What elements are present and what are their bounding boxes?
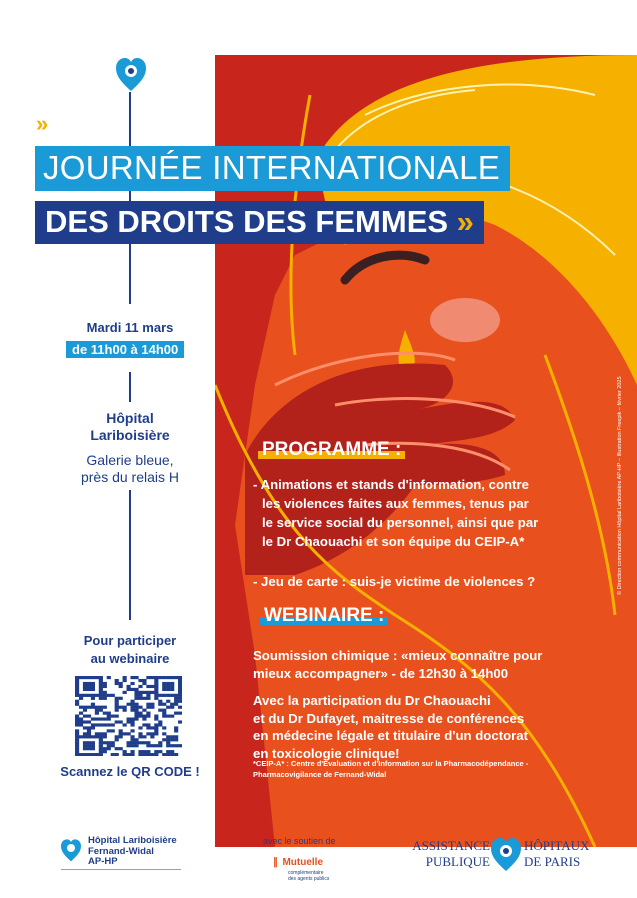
webinar-access-line-2: au webinaire — [90, 651, 170, 666]
webinaire-paragraph-2 — [253, 692, 608, 762]
aphp-right-line-2: DE PARIS — [524, 854, 581, 869]
webinaire-p2-line: en médecine légale et titulaire d'un doctorat — [253, 728, 529, 743]
webinaire-p2-line: en toxicologie clinique! — [253, 745, 400, 761]
programme-item-2: - Jeu de carte : suis-je victime de violences ? — [253, 574, 536, 589]
programme-item-1-line: les violences faites aux femmes, tenus par — [262, 496, 529, 511]
location-line-1: Galerie bleue, — [86, 452, 174, 468]
webinaire-p1-line: Soumission chimique : «mieux connaître pour — [253, 648, 543, 663]
heart-logo-icon — [116, 56, 146, 97]
webinaire-heading: WEBINAIRE : — [260, 605, 388, 627]
divider-line-2 — [129, 372, 131, 402]
footnote-line: Pharmacovigilance de Fernand-Widal — [253, 770, 387, 779]
hospital-line-1: Hôpital Lariboisière — [88, 835, 177, 846]
hospital-line-2: Fernand-Widal — [88, 845, 154, 857]
location-line-2: près du relais H — [80, 469, 180, 485]
divider-line-3 — [129, 490, 131, 620]
hospital-name — [88, 836, 177, 868]
divider-line-1 — [129, 92, 131, 304]
programme-heading: PROGRAMME : — [258, 439, 405, 461]
chevron-decor: » — [36, 111, 49, 136]
mutuelle-sub-line-2: des agents publics — [288, 876, 330, 882]
webinaire-p2-line: Avec la participation du Dr Chaouachi — [253, 693, 491, 708]
illustration-credit: © Direction communication Hôpital Lariboisière AP-HP – Illustration Freepik – février 2025 — [617, 376, 623, 595]
aphp-heart-icon — [491, 836, 521, 877]
mutuelle-subtitle — [288, 870, 329, 882]
venue-location — [30, 452, 230, 486]
aphp-left-line-2: PUBLIQUE — [425, 854, 490, 869]
hospital-logo — [61, 838, 81, 867]
footnote-line: *CEIP-A* : Centre d'Évaluation et d'Information sur la Pharmacodépendance - — [253, 759, 529, 768]
ceip-footnote — [253, 758, 608, 780]
title-line-1: JOURNÉE INTERNATIONALE — [35, 146, 510, 191]
mutuelle-mark-icon: ∥ — [273, 857, 278, 868]
programme-item-1-line: le Dr Chaouachi et son équipe du CEIP-A* — [262, 534, 525, 549]
event-date: Mardi 11 mars — [86, 320, 174, 335]
webinaire-p1-line: mieux accompagner» - de 12h30 à 14h00 — [253, 665, 509, 681]
programme-item-1-line: le service social du personnel, ainsi que par — [262, 515, 539, 530]
webinar-access-label — [30, 632, 230, 668]
support-label: avec le soutien de — [263, 836, 336, 846]
hospital-heart-icon — [61, 838, 81, 862]
mutuelle-sub-line-1: complémentaire — [288, 870, 324, 876]
mutuelle-logo — [273, 852, 329, 882]
hospital-line-3: AP-HP — [88, 856, 118, 867]
aphp-left-line-1: ASSISTANCE — [412, 838, 490, 853]
mutuelle-name: Mutuelle — [282, 857, 324, 868]
programme-item-1 — [253, 475, 608, 551]
title-line-2 — [35, 201, 484, 244]
programme-item-1-line: - Animations et stands d'information, contre — [253, 477, 529, 492]
venue-line-1: Hôpital — [106, 410, 154, 426]
event-time: de 11h00 à 14h00 — [66, 341, 184, 358]
footer-green-line — [61, 869, 181, 870]
webinar-qr-code[interactable] — [75, 676, 182, 761]
aphp-right-line-1: HÔPITAUX — [524, 838, 590, 853]
webinaire-p2-line: et du Dr Dufayet, maitresse de conférences — [253, 710, 525, 726]
webinaire-paragraph-1 — [253, 647, 608, 682]
title-line-2-text: DES DROITS DES FEMMES — [45, 204, 449, 239]
aphp-left-text — [412, 838, 490, 870]
scan-qr-label: Scannez le QR CODE ! — [60, 764, 200, 779]
venue-name — [30, 410, 230, 444]
venue-line-2: Lariboisière — [90, 427, 170, 443]
title-chevron: » — [456, 204, 474, 239]
aphp-right-text — [524, 838, 589, 870]
webinar-access-line-1: Pour participer — [83, 633, 177, 648]
